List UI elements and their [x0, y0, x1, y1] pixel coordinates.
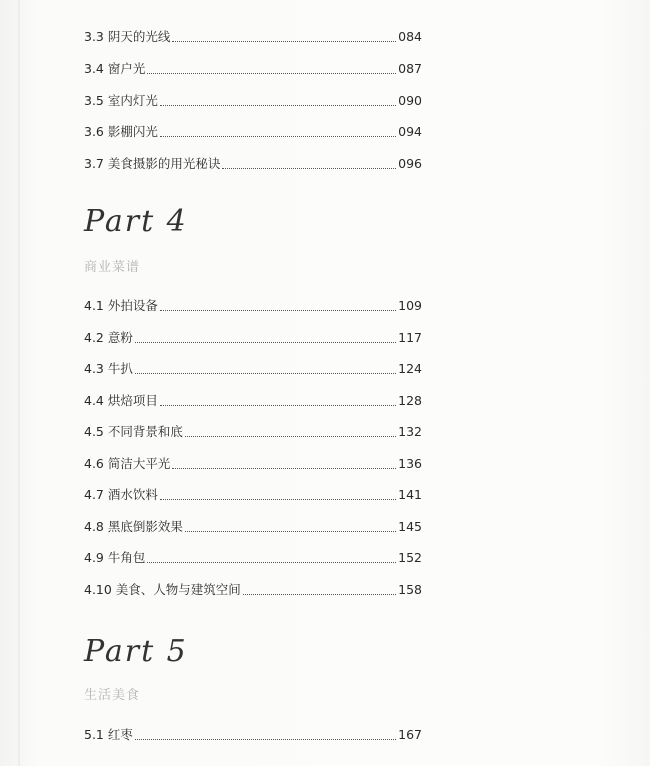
- toc-entry-page: 128: [398, 393, 422, 408]
- dot-leader: [160, 405, 396, 406]
- toc-entry[interactable]: [84, 26, 422, 46]
- toc-entry-page: 090: [398, 93, 422, 108]
- toc-entry-page: 094: [398, 124, 422, 139]
- dot-leader: [160, 136, 396, 137]
- toc-entry[interactable]: [84, 579, 422, 599]
- toc-entry[interactable]: [84, 547, 422, 567]
- toc-entry[interactable]: [84, 327, 422, 347]
- dot-leader: [147, 562, 396, 563]
- toc-entry-label: 3.7 美食摄影的用光秘诀: [84, 156, 221, 171]
- dot-leader: [160, 105, 396, 106]
- dot-leader: [172, 468, 396, 469]
- toc-entry-page: 109: [398, 298, 422, 313]
- dot-leader: [160, 310, 396, 311]
- dot-leader: [185, 436, 396, 437]
- toc-entry-label: 5.1 红枣: [84, 727, 133, 742]
- paper-crease: [18, 0, 20, 766]
- toc-entry-label: 4.5 不同背景和底: [84, 424, 183, 439]
- toc-entry-label: 4.9 牛角包: [84, 550, 146, 565]
- toc-entry[interactable]: [84, 121, 422, 141]
- toc-entry[interactable]: [84, 90, 422, 110]
- dot-leader: [135, 739, 396, 740]
- toc-entry-label: 4.8 黑底倒影效果: [84, 519, 183, 534]
- toc-entry-label: 4.2 意粉: [84, 330, 133, 345]
- toc-entry-label: 4.4 烘焙项目: [84, 393, 158, 408]
- toc-entry-page: 132: [398, 424, 422, 439]
- toc-entry[interactable]: [84, 421, 422, 441]
- toc-entry-page: 096: [398, 156, 422, 171]
- toc-entry[interactable]: [84, 58, 422, 78]
- toc-entry[interactable]: [84, 724, 422, 744]
- toc-entry[interactable]: [84, 295, 422, 315]
- toc-entry-label: 4.10 美食、人物与建筑空间: [84, 582, 241, 597]
- toc-entry-label: 3.3 阴天的光线: [84, 29, 171, 44]
- toc-entry-page: 084: [398, 29, 422, 44]
- dot-leader: [135, 373, 396, 374]
- dot-leader: [185, 531, 396, 532]
- toc-entry-page: 141: [398, 487, 422, 502]
- part-4-title: Part 4: [84, 204, 188, 239]
- dot-leader: [160, 499, 396, 500]
- toc-entry[interactable]: [84, 390, 422, 410]
- toc-entry-label: 4.6 简洁大平光: [84, 456, 171, 471]
- toc-entry-label: 3.6 影棚闪光: [84, 124, 158, 139]
- toc-entry-page: 152: [398, 550, 422, 565]
- toc-entry-label: 4.3 牛扒: [84, 361, 133, 376]
- toc-entry-page: 158: [398, 582, 422, 597]
- toc-entry-page: 145: [398, 519, 422, 534]
- toc-entry[interactable]: [84, 453, 422, 473]
- dot-leader: [147, 73, 396, 74]
- dot-leader: [172, 41, 396, 42]
- toc-entry-page: 136: [398, 456, 422, 471]
- toc-entry-page: 117: [398, 330, 422, 345]
- dot-leader: [243, 594, 396, 595]
- toc-entry-page: 124: [398, 361, 422, 376]
- toc-entry[interactable]: [84, 484, 422, 504]
- toc-entry-page: 167: [398, 727, 422, 742]
- dot-leader: [222, 168, 396, 169]
- part-5-title: Part 5: [84, 634, 188, 669]
- toc-entry[interactable]: [84, 358, 422, 378]
- part-5-subtitle: 生活美食: [84, 688, 141, 703]
- toc-entry-label: 4.7 酒水饮料: [84, 487, 158, 502]
- dot-leader: [135, 342, 396, 343]
- toc-entry-label: 4.1 外拍设备: [84, 298, 158, 313]
- part-4-subtitle: 商业菜谱: [84, 260, 141, 275]
- toc-entry-page: 087: [398, 61, 422, 76]
- toc-entry-label: 3.4 窗户光: [84, 61, 146, 76]
- toc-entry-label: 3.5 室内灯光: [84, 93, 158, 108]
- toc-entry[interactable]: [84, 516, 422, 536]
- toc-entry[interactable]: [84, 153, 422, 173]
